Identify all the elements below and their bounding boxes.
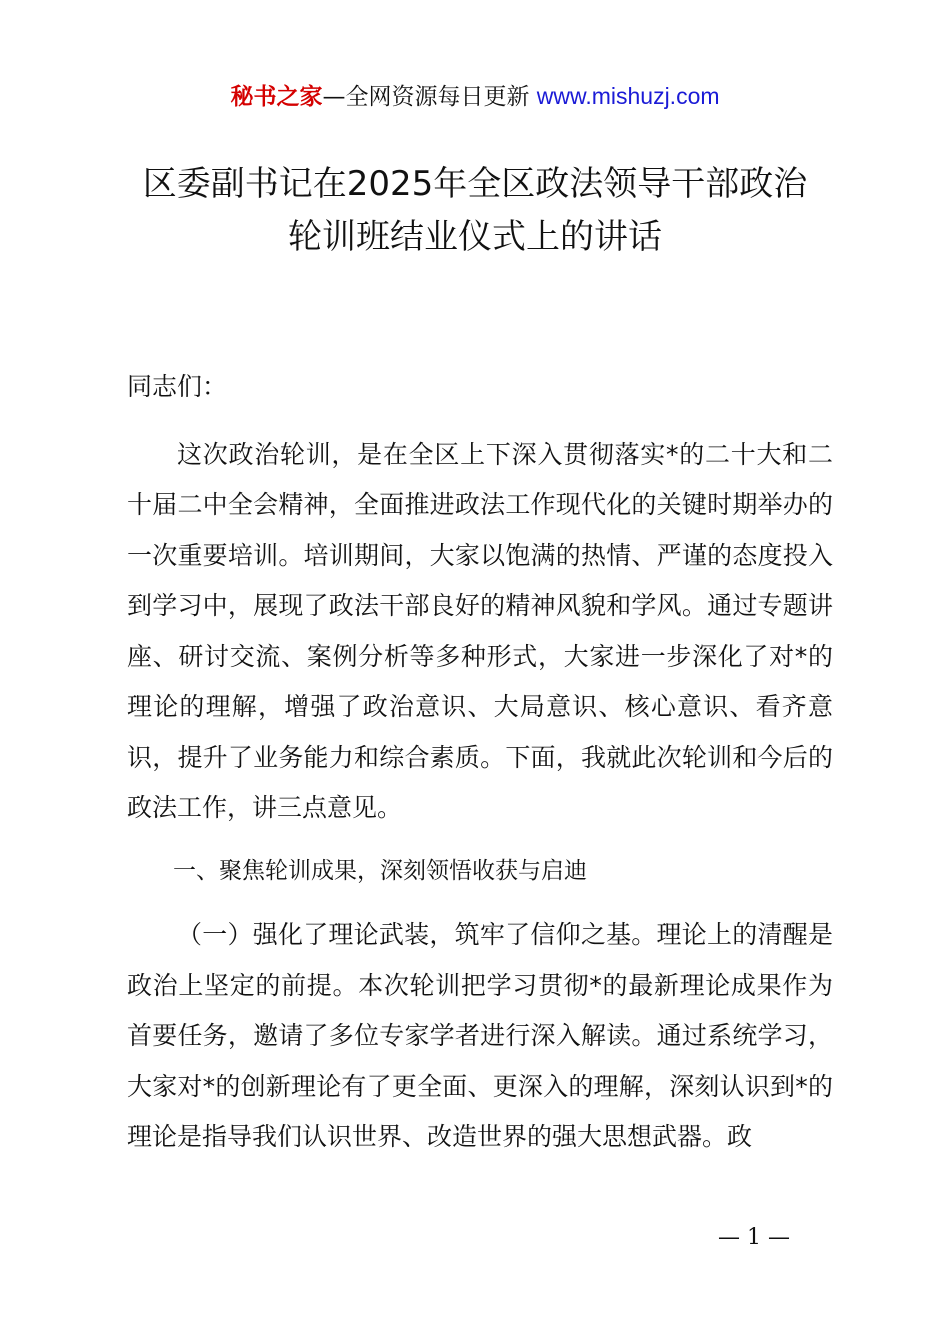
section-heading-1: 一、聚焦轮训成果，深刻领悟收获与启迪 [173, 857, 587, 884]
brand-name: 秘书之家 [230, 84, 323, 110]
title-line-1: 区委副书记在2025年全区政法领导干部政治 [142, 164, 808, 204]
salutation: 同志们： [127, 372, 228, 401]
title-line-2: 轮训班结业仪式上的讲话 [288, 217, 662, 257]
page-number: — 1 — [718, 1225, 790, 1250]
document-body [127, 362, 833, 1163]
paragraph-subsection-1: （一）强化了理论武装，筑牢了信仰之基。理论上的清醒是政治上坚定的前提。本次轮训把学习贯彻*的最新理论成果作为首要任务，邀请了多位专家学者进行深入解读。通过系统学习，大家对*的创新理论有了更全面、更深入的理解，深刻认识到*的理论是指导我们认识世界、改造世界的强大思想武器。政 [127, 920, 833, 1151]
banner-tagline: —全网资源每日更新 [322, 84, 537, 110]
site-banner [0, 80, 950, 113]
paragraph-intro: 这次政治轮训，是在全区上下深入贯彻落实*的二十大和二十届二中全会精神，全面推进政法工作现代化的关键时期举办的一次重要培训。培训期间，大家以饱满的热情、严谨的态度投入到学习中，展现了政法干部良好的精神风貌和学风。通过专题讲座、研讨交流、案例分析等多种形式，大家进一步深化了对*的理论的理解，增强了政治意识、大局意识、核心意识、看齐意识，提升了业务能力和综合素质。下面，我就此次轮训和今后的政法工作，讲三点意见。 [127, 439, 833, 822]
document-title [100, 158, 850, 264]
site-url-link[interactable]: www.mishuzj.com [536, 83, 720, 109]
